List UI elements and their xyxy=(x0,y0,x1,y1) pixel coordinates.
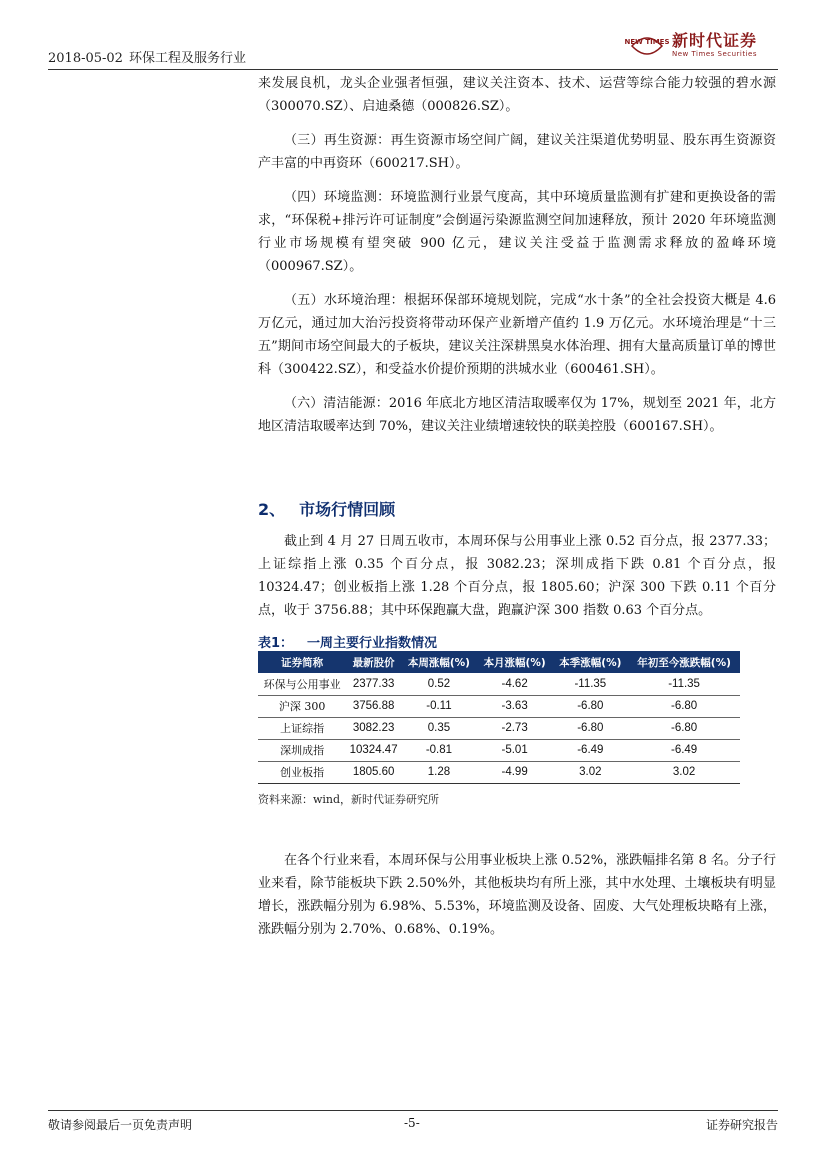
table-row xyxy=(258,717,740,739)
header-divider xyxy=(48,69,778,70)
recommendation-text xyxy=(258,72,776,449)
table-header-row xyxy=(258,651,740,673)
table-cell: -4.62 xyxy=(477,673,553,695)
table-cell: -0.81 xyxy=(401,739,477,761)
table-cell: 3.02 xyxy=(628,761,740,783)
paragraph-clean-energy: （六）清洁能源：2016 年底北方地区清洁取暖率仅为 17%，规划至 2021 年，北方地区清洁取暖率达到 70%，建议关注业绩增速较快的联美控股（600167.SH）。 xyxy=(258,396,776,434)
table-cell: 创业板指 xyxy=(258,761,346,783)
table-row xyxy=(258,673,740,695)
table-cell: -5.01 xyxy=(477,739,553,761)
company-logo xyxy=(624,28,778,64)
table-cell: 3.02 xyxy=(552,761,628,783)
table-cell: 环保与公用事业 xyxy=(258,673,346,695)
table-row xyxy=(258,695,740,717)
header-cell: 本月涨幅(%) xyxy=(477,651,553,673)
paragraph-water: （五）水环境治理：根据环保部环境规划院，完成“水十条”的全社会投资大概是 4.6 万亿元，通过加大治污投资将带动环保产业新增产值约 1.9 万亿元。水环境治理是“十三五”期间市场空间最大的子板块，建议关注深耕黑臭水体治理、拥有大量高质量订单的博世科（300422.SZ），和受益水价提价预期的洪城水业（600461.SH）。 xyxy=(258,293,776,377)
header-cell: 年初至今涨跌幅(%) xyxy=(628,651,740,673)
footer-disclaimer: 敬请参阅最后一页免责声明 xyxy=(48,1118,193,1132)
table-label: 表1： xyxy=(258,636,294,651)
table-cell: -6.49 xyxy=(628,739,740,761)
index-table xyxy=(258,651,740,784)
logo-en-text: New Times Securities xyxy=(672,50,757,58)
page-number: -5- xyxy=(404,1116,420,1130)
report-date: 2018-05-02 xyxy=(48,51,123,66)
table-cell: -3.63 xyxy=(477,695,553,717)
logo-mark-icon xyxy=(624,28,670,64)
table-cell: -6.80 xyxy=(552,695,628,717)
table-cell: -11.35 xyxy=(628,673,740,695)
table-caption xyxy=(258,632,437,651)
table-cell: 0.52 xyxy=(401,673,477,695)
table-cell: 3082.23 xyxy=(346,717,401,739)
footer-report-type: 证券研究报告 xyxy=(705,1118,778,1132)
table-cell: 上证综指 xyxy=(258,717,346,739)
page-header xyxy=(48,31,778,70)
section-heading xyxy=(258,497,395,520)
table-row xyxy=(258,739,740,761)
table-cell: 0.35 xyxy=(401,717,477,739)
table-cell: -6.80 xyxy=(628,717,740,739)
industry-name: 环保工程及服务行业 xyxy=(128,51,246,66)
table-title: 一周主要行业指数情况 xyxy=(307,636,438,651)
logo-cn-text: 新时代证券 xyxy=(672,31,758,50)
paragraph-recycling: （三）再生资源：再生资源市场空间广阔，建议关注渠道优势明显、股东再生资源资产丰富的中再资环（600217.SH）。 xyxy=(258,133,776,171)
header-cell: 证券简称 xyxy=(258,651,346,673)
header-meta xyxy=(48,47,246,66)
table-cell: -2.73 xyxy=(477,717,553,739)
header-cell: 本周涨幅(%) xyxy=(401,651,477,673)
section-number: 2、 xyxy=(258,500,286,519)
table-cell: 1.28 xyxy=(401,761,477,783)
table-cell: -6.80 xyxy=(628,695,740,717)
table-cell: -0.11 xyxy=(401,695,477,717)
paragraph-continuation: 来发展良机，龙头企业强者恒强，建议关注资本、技术、运营等综合能力较强的碧水源（300070.SZ）、启迪桑德（000826.SZ）。 xyxy=(258,76,776,114)
table-cell: -6.49 xyxy=(552,739,628,761)
table-cell: -6.80 xyxy=(552,717,628,739)
table-cell: 3756.88 xyxy=(346,695,401,717)
section-title: 市场行情回顾 xyxy=(299,500,396,519)
paragraph-monitoring: （四）环境监测：环境监测行业景气度高，其中环境质量监测有扩建和更换设备的需求，“环保税+排污许可证制度”会倒逼污染源监测空间加速释放，预计 2020 年环境监测行业市场规模有望突破 900 亿元，建议关注受益于监测需求释放的盈峰环境（000967.SZ）。 xyxy=(258,190,776,274)
table-cell: -4.99 xyxy=(477,761,553,783)
table-cell: -11.35 xyxy=(552,673,628,695)
table-cell: 2377.33 xyxy=(346,673,401,695)
table-row xyxy=(258,761,740,783)
table-cell: 10324.47 xyxy=(346,739,401,761)
header-cell: 最新股价 xyxy=(346,651,401,673)
footer-divider xyxy=(48,1110,778,1111)
table-cell: 沪深 300 xyxy=(258,695,346,717)
table-source: 资料来源：wind，新时代证券研究所 xyxy=(258,793,440,806)
table-cell: 1805.60 xyxy=(346,761,401,783)
table-cell: 深圳成指 xyxy=(258,739,346,761)
logo-mark-text: NEW TIMES xyxy=(624,38,670,46)
header-cell: 本季涨幅(%) xyxy=(552,651,628,673)
sector-review-paragraph: 在各个行业来看，本周环保与公用事业板块上涨 0.52%，涨跌幅排名第 8 名。分子行业来看，除节能板块下跌 2.50%外，其他板块均有所上涨，其中水处理、土壤板块有明显增长，涨跌幅分别为 6.98%、5.53%，环境监测及设备、固废、大气处理板块略有上涨，涨跌幅分别为 2.70%、0.68%、0.19%。 xyxy=(258,853,776,937)
market-review-paragraph: 截止到 4 月 27 日周五收市，本周环保与公用事业上涨 0.52 百分点，报 2377.33；上证综指上涨 0.35 个百分点，报 3082.23；深圳成指下跌 0.81 个百分点，报 10324.47；创业板指上涨 1.28 个百分点，报 1805.60；沪深 300 下跌 0.11 个百分点，收于 3756.88；其中环保跑赢大盘，跑赢沪深 300 指数 0.63 个百分点。 xyxy=(258,534,776,618)
